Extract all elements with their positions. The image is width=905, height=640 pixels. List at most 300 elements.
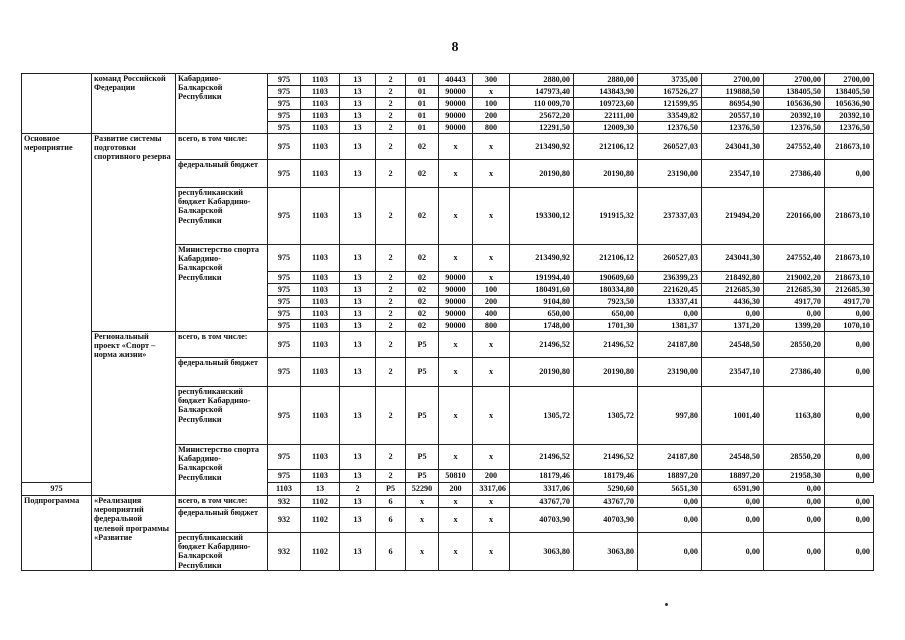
activity-code: 02 <box>406 308 439 320</box>
value-2022: 247552,40 <box>764 134 825 160</box>
value-2021: 0,00 <box>702 308 764 320</box>
republican-label: республиканский бюджет Кабардино-Балкарской Республики <box>176 188 268 245</box>
program-code: 13 <box>340 496 376 508</box>
program-code: 13 <box>340 445 376 470</box>
value-2023: 218673,10 <box>825 188 874 245</box>
section-code: 1103 <box>301 445 340 470</box>
section-code: 1102 <box>301 496 340 508</box>
value-2019b: 650,00 <box>574 308 638 320</box>
value-2019b: 18179,46 <box>574 470 638 483</box>
program-code: 13 <box>340 134 376 160</box>
realization-label: «Реализация мероприятий федеральной целевой программы «Развитие <box>92 496 176 571</box>
value-2023: 218673,10 <box>825 134 874 160</box>
value-2022: 1163,80 <box>764 387 825 445</box>
program-code: 13 <box>340 387 376 445</box>
republican-label: республиканский бюджет Кабардино-Балкарской Республики <box>176 533 268 571</box>
value-2022: 0,00 <box>764 308 825 320</box>
activity-code: 02 <box>406 284 439 296</box>
gryadm-code: 975 <box>22 483 92 496</box>
section-code: 1103 <box>301 470 340 483</box>
section-code: 1103 <box>301 332 340 358</box>
expense-type: 400 <box>473 308 510 320</box>
value-2019b: 143843,90 <box>574 86 638 98</box>
value-2023: 218673,10 <box>825 272 874 284</box>
value-2020: 24187,80 <box>638 332 702 358</box>
value-2020: 33549,82 <box>638 110 702 122</box>
program-code: 13 <box>340 284 376 296</box>
value-2019: 1305,72 <box>510 387 574 445</box>
subprogram-code: 2 <box>340 483 376 496</box>
value-2022: 28550,20 <box>764 445 825 470</box>
value-2020: 121599,95 <box>638 98 702 110</box>
value-2022: 0,00 <box>764 533 825 571</box>
expense-type: х <box>473 332 510 358</box>
section-code: 1103 <box>301 387 340 445</box>
value-2019b: 20190,80 <box>574 358 638 387</box>
section-code: 1102 <box>301 533 340 571</box>
subprogram-code: 2 <box>376 272 406 284</box>
direction-code: 90000 <box>439 272 473 284</box>
stray-mark <box>665 603 668 606</box>
section-code: 1102 <box>301 508 340 533</box>
value-2023: 0,00 <box>825 332 874 358</box>
subprogram-code: 2 <box>376 86 406 98</box>
activity-code: х <box>406 496 439 508</box>
value-2020: 23190,00 <box>638 160 702 188</box>
subprogram-code: 2 <box>376 308 406 320</box>
expense-type: х <box>473 245 510 272</box>
activity-code: 02 <box>406 188 439 245</box>
value-2019b: 20190,80 <box>574 160 638 188</box>
direction-code: х <box>439 245 473 272</box>
value-2019: 9104,80 <box>510 296 574 308</box>
budget-table <box>21 73 874 571</box>
value-2019: 43767,70 <box>510 496 574 508</box>
program-code: 13 <box>340 272 376 284</box>
value-2020: 260527,03 <box>638 245 702 272</box>
subprogram-code: 6 <box>376 508 406 533</box>
value-2020: 0,00 <box>638 533 702 571</box>
value-2019: 110 009,70 <box>510 98 574 110</box>
value-2022: 27386,40 <box>764 358 825 387</box>
direction-code: 90000 <box>439 122 473 134</box>
value-2019b: 7923,50 <box>574 296 638 308</box>
value-2019b: 190609,60 <box>574 272 638 284</box>
subprogram-code: 2 <box>376 110 406 122</box>
value-2019b: 21496,52 <box>574 332 638 358</box>
value-2021: 86954,90 <box>702 98 764 110</box>
table-row <box>22 134 874 160</box>
expense-type: 200 <box>439 483 473 496</box>
value-2023: 105636,90 <box>825 98 874 110</box>
subprogram-code: 2 <box>376 188 406 245</box>
activity-code: х <box>406 508 439 533</box>
gryadm-code: 975 <box>268 296 301 308</box>
subprogram-code: 2 <box>376 284 406 296</box>
value-2023: 0,00 <box>825 470 874 483</box>
value-2020: 1381,37 <box>638 320 702 332</box>
expense-type: х <box>473 134 510 160</box>
expense-type: х <box>473 387 510 445</box>
teams-label: команд Российской Федерации <box>92 74 176 134</box>
page-number: 8 <box>451 40 459 55</box>
value-2023: 0,00 <box>764 483 825 496</box>
gryadm-code: 975 <box>268 245 301 272</box>
value-2019: 21496,52 <box>510 332 574 358</box>
expense-type: х <box>473 508 510 533</box>
gryadm-code: 975 <box>268 387 301 445</box>
value-2021: 24548,50 <box>702 332 764 358</box>
gryadm-code: 975 <box>268 122 301 134</box>
value-2023: 0,00 <box>825 508 874 533</box>
gryadm-code: 975 <box>268 160 301 188</box>
value-2023: 4917,70 <box>825 296 874 308</box>
subprogram-code: 2 <box>376 245 406 272</box>
value-2022: 105636,90 <box>764 98 825 110</box>
subprogram-code: 2 <box>376 358 406 387</box>
activity-code: 02 <box>406 296 439 308</box>
activity-code: 01 <box>406 86 439 98</box>
section-code: 1103 <box>268 483 301 496</box>
gryadm-code: 975 <box>268 110 301 122</box>
value-2023: 1070,10 <box>825 320 874 332</box>
program-code: 13 <box>340 74 376 86</box>
value-2019b: 1305,72 <box>574 387 638 445</box>
value-2020: 0,00 <box>638 496 702 508</box>
direction-code: х <box>439 332 473 358</box>
program-code: 13 <box>340 533 376 571</box>
gryadm-code: 975 <box>268 358 301 387</box>
activity-code: 02 <box>406 134 439 160</box>
expense-type: х <box>473 358 510 387</box>
subprogram-code: 2 <box>376 320 406 332</box>
value-2020: 167526,27 <box>638 86 702 98</box>
value-2022: 27386,40 <box>764 160 825 188</box>
program-code: 13 <box>340 160 376 188</box>
program-code: 13 <box>340 86 376 98</box>
value-2022: 138405,50 <box>764 86 825 98</box>
activity-code: P5 <box>406 332 439 358</box>
regional-label: Региональный проект «Спорт – норма жизни» <box>92 332 176 496</box>
direction-code: х <box>439 358 473 387</box>
activity-code: P5 <box>406 387 439 445</box>
value-2020: 24187,80 <box>638 445 702 470</box>
subprogram-code: 2 <box>376 470 406 483</box>
value-2021: 23547,10 <box>702 160 764 188</box>
subprogram-code: 2 <box>376 74 406 86</box>
value-2022: 0,00 <box>764 508 825 533</box>
table-body <box>22 74 874 571</box>
section-code: 1103 <box>301 296 340 308</box>
section-code: 1103 <box>301 245 340 272</box>
section-code: 1103 <box>301 284 340 296</box>
value-2023: 12376,50 <box>825 122 874 134</box>
value-2023: 218673,10 <box>825 245 874 272</box>
subprogram-code: 2 <box>376 296 406 308</box>
value-2019b: 109723,60 <box>574 98 638 110</box>
subprogram-code: 2 <box>376 332 406 358</box>
value-2019b: 22111,00 <box>574 110 638 122</box>
section-code: 1103 <box>301 110 340 122</box>
value-2020: 237337,03 <box>638 188 702 245</box>
value-2022: 219002,20 <box>764 272 825 284</box>
program-code: 13 <box>340 296 376 308</box>
gryadm-code: 975 <box>268 308 301 320</box>
value-2019b: 212106,12 <box>574 245 638 272</box>
gryadm-code: 975 <box>268 188 301 245</box>
subprogram-code: 2 <box>376 98 406 110</box>
value-2021: 212685,30 <box>702 284 764 296</box>
value-2019: 18179,46 <box>510 470 574 483</box>
gryadm-code: 932 <box>268 533 301 571</box>
section-code: 1103 <box>301 272 340 284</box>
program-code: 13 <box>301 483 340 496</box>
expense-type: 200 <box>473 296 510 308</box>
total-inline-label: всего, в том числе: <box>176 496 268 508</box>
value-2020: 13337,41 <box>638 296 702 308</box>
value-2019: 180491,60 <box>510 284 574 296</box>
value-2021: 0,00 <box>702 533 764 571</box>
activity-code: P5 <box>376 483 406 496</box>
value-2019b: 12009,30 <box>574 122 638 134</box>
value-2020: 221620,45 <box>638 284 702 296</box>
subprogram-code: 2 <box>376 387 406 445</box>
expense-type: 800 <box>473 320 510 332</box>
gryadm-code: 932 <box>268 496 301 508</box>
gryadm-code: 932 <box>268 508 301 533</box>
value-2022: 12376,50 <box>764 122 825 134</box>
direction-code: 90000 <box>439 98 473 110</box>
activity-code: P5 <box>406 445 439 470</box>
federal-label: федеральный бюджет <box>176 508 268 533</box>
value-2023: 0,00 <box>825 533 874 571</box>
ministry-label: Министерство спорта Кабардино-Балкарской Республики <box>176 445 268 496</box>
value-2019: 191994,40 <box>510 272 574 284</box>
gryadm-code: 975 <box>268 98 301 110</box>
value-2020: 3735,00 <box>638 74 702 86</box>
activity-code: 01 <box>406 122 439 134</box>
value-2021: 2700,00 <box>702 74 764 86</box>
direction-code: х <box>439 188 473 245</box>
value-2019: 147973,40 <box>510 86 574 98</box>
program-code: 13 <box>340 320 376 332</box>
subprogram-code: 6 <box>376 533 406 571</box>
expense-type: х <box>473 86 510 98</box>
value-2019b: 21496,52 <box>574 445 638 470</box>
value-2019: 650,00 <box>510 308 574 320</box>
gryadm-code: 975 <box>268 320 301 332</box>
table-row <box>22 74 874 86</box>
activity-code: 02 <box>406 245 439 272</box>
value-2022: 21958,30 <box>764 470 825 483</box>
expense-type: х <box>473 160 510 188</box>
value-2019: 12291,50 <box>510 122 574 134</box>
value-2022: 247552,40 <box>764 245 825 272</box>
value-2023: 0,00 <box>825 445 874 470</box>
expense-type: х <box>473 272 510 284</box>
section-code: 1103 <box>301 98 340 110</box>
direction-code: х <box>439 508 473 533</box>
value-2019: 3317,06 <box>473 483 510 496</box>
value-2019b: 3317,06 <box>510 483 574 496</box>
program-code: 13 <box>340 122 376 134</box>
expense-type: х <box>473 533 510 571</box>
value-2021: 119888,50 <box>702 86 764 98</box>
value-2022: 6591,90 <box>702 483 764 496</box>
value-2023: 20392,10 <box>825 110 874 122</box>
value-2021: 4436,30 <box>702 296 764 308</box>
direction-code: х <box>439 445 473 470</box>
section-code: 1103 <box>301 74 340 86</box>
value-2020: 12376,50 <box>638 122 702 134</box>
value-2022: 220166,00 <box>764 188 825 245</box>
expense-type: 200 <box>473 470 510 483</box>
activity-code: 01 <box>406 98 439 110</box>
value-2021: 0,00 <box>702 496 764 508</box>
value-2021: 20557,10 <box>702 110 764 122</box>
value-2023: 138405,50 <box>825 86 874 98</box>
section-code: 1103 <box>301 122 340 134</box>
activity-code: 02 <box>406 320 439 332</box>
direction-code: 90000 <box>439 86 473 98</box>
value-2019: 2880,00 <box>510 74 574 86</box>
direction-code: 52290 <box>406 483 439 496</box>
activity-code: 01 <box>406 74 439 86</box>
value-2019: 20190,80 <box>510 358 574 387</box>
value-2019b: 1701,30 <box>574 320 638 332</box>
direction-code: 90000 <box>439 284 473 296</box>
value-2022: 4917,70 <box>764 296 825 308</box>
subprogram-label: Подпрограмма <box>22 496 92 571</box>
gryadm-code: 975 <box>268 134 301 160</box>
gryadm-code: 975 <box>268 445 301 470</box>
value-2019b: 212106,12 <box>574 134 638 160</box>
value-2023: 2700,00 <box>825 74 874 86</box>
ministry-label: Министерство спорта Кабардино-Балкарской Республики <box>176 245 268 332</box>
expense-type: х <box>473 496 510 508</box>
direction-code: х <box>439 533 473 571</box>
direction-code: 90000 <box>439 320 473 332</box>
empty-cell <box>22 74 92 134</box>
value-2019: 21496,52 <box>510 445 574 470</box>
section-code: 1103 <box>301 308 340 320</box>
value-2023: 0,00 <box>825 308 874 320</box>
value-2019b: 180334,80 <box>574 284 638 296</box>
value-2022: 20392,10 <box>764 110 825 122</box>
program-code: 13 <box>340 508 376 533</box>
value-2021: 5651,30 <box>638 483 702 496</box>
program-code: 13 <box>340 98 376 110</box>
value-2023: 0,00 <box>825 496 874 508</box>
direction-code: х <box>439 387 473 445</box>
value-2021: 1001,40 <box>702 387 764 445</box>
main-activity-label: Основное мероприятие <box>22 134 92 483</box>
section-code: 1103 <box>301 160 340 188</box>
subprogram-code: 2 <box>376 134 406 160</box>
value-2019: 193300,12 <box>510 188 574 245</box>
value-2019: 40703,90 <box>510 508 574 533</box>
expense-type: 800 <box>473 122 510 134</box>
value-2021: 243041,30 <box>702 134 764 160</box>
gryadm-code: 975 <box>268 332 301 358</box>
subprogram-code: 2 <box>376 445 406 470</box>
subprogram-code: 2 <box>376 122 406 134</box>
activity-code: P5 <box>406 358 439 387</box>
value-2021: 24548,50 <box>702 445 764 470</box>
section-code: 1103 <box>301 320 340 332</box>
activity-code: 02 <box>406 272 439 284</box>
gryadm-code: 975 <box>268 470 301 483</box>
republican-label: республиканский бюджет Кабардино-Балкарской Республики <box>176 387 268 445</box>
value-2021: 18897,20 <box>702 470 764 483</box>
direction-code: х <box>439 134 473 160</box>
value-2022: 28550,20 <box>764 332 825 358</box>
value-2022: 2700,00 <box>764 74 825 86</box>
direction-code: 90000 <box>439 296 473 308</box>
expense-type: 200 <box>473 110 510 122</box>
value-2021: 218492,80 <box>702 272 764 284</box>
value-2022: 0,00 <box>764 496 825 508</box>
direction-code: 40443 <box>439 74 473 86</box>
section-code: 1103 <box>301 188 340 245</box>
value-2020: 0,00 <box>638 508 702 533</box>
value-2020: 236399,23 <box>638 272 702 284</box>
direction-code: 90000 <box>439 110 473 122</box>
subprogram-code: 2 <box>376 160 406 188</box>
value-2019b: 3063,80 <box>574 533 638 571</box>
value-2019: 3063,80 <box>510 533 574 571</box>
kbr-label: Кабардино-Балкарской Республики <box>176 74 268 134</box>
table-row <box>22 332 874 358</box>
gryadm-code: 975 <box>268 284 301 296</box>
value-2021: 0,00 <box>702 508 764 533</box>
value-2021: 243041,30 <box>702 245 764 272</box>
value-2020: 0,00 <box>638 308 702 320</box>
activity-code: P5 <box>406 470 439 483</box>
activity-code: х <box>406 533 439 571</box>
value-2021: 1371,20 <box>702 320 764 332</box>
value-2023: 0,00 <box>825 358 874 387</box>
value-2019: 1748,00 <box>510 320 574 332</box>
program-code: 13 <box>340 245 376 272</box>
direction-code: х <box>439 496 473 508</box>
value-2023: 0,00 <box>825 160 874 188</box>
expense-type: 100 <box>473 284 510 296</box>
value-2021: 219494,20 <box>702 188 764 245</box>
value-2020: 997,80 <box>638 387 702 445</box>
total-label: всего, в том числе: <box>176 134 268 160</box>
section-code: 1103 <box>301 358 340 387</box>
federal-label: федеральный бюджет <box>176 160 268 188</box>
section-code: 1103 <box>301 134 340 160</box>
program-code: 13 <box>340 188 376 245</box>
expense-type: 300 <box>473 74 510 86</box>
program-code: 13 <box>340 110 376 122</box>
value-2020: 23190,00 <box>638 358 702 387</box>
direction-code: х <box>439 160 473 188</box>
gryadm-code: 975 <box>268 74 301 86</box>
value-2022: 1399,20 <box>764 320 825 332</box>
value-2023: 0,00 <box>825 387 874 445</box>
value-2020: 5290,60 <box>574 483 638 496</box>
value-2019b: 43767,70 <box>574 496 638 508</box>
table-row <box>22 496 874 508</box>
reserve-label: Развитие системы подготовки спортивного резерва <box>92 134 176 332</box>
expense-type: х <box>473 188 510 245</box>
expense-type: 100 <box>473 98 510 110</box>
value-2019b: 40703,90 <box>574 508 638 533</box>
value-2019: 20190,80 <box>510 160 574 188</box>
